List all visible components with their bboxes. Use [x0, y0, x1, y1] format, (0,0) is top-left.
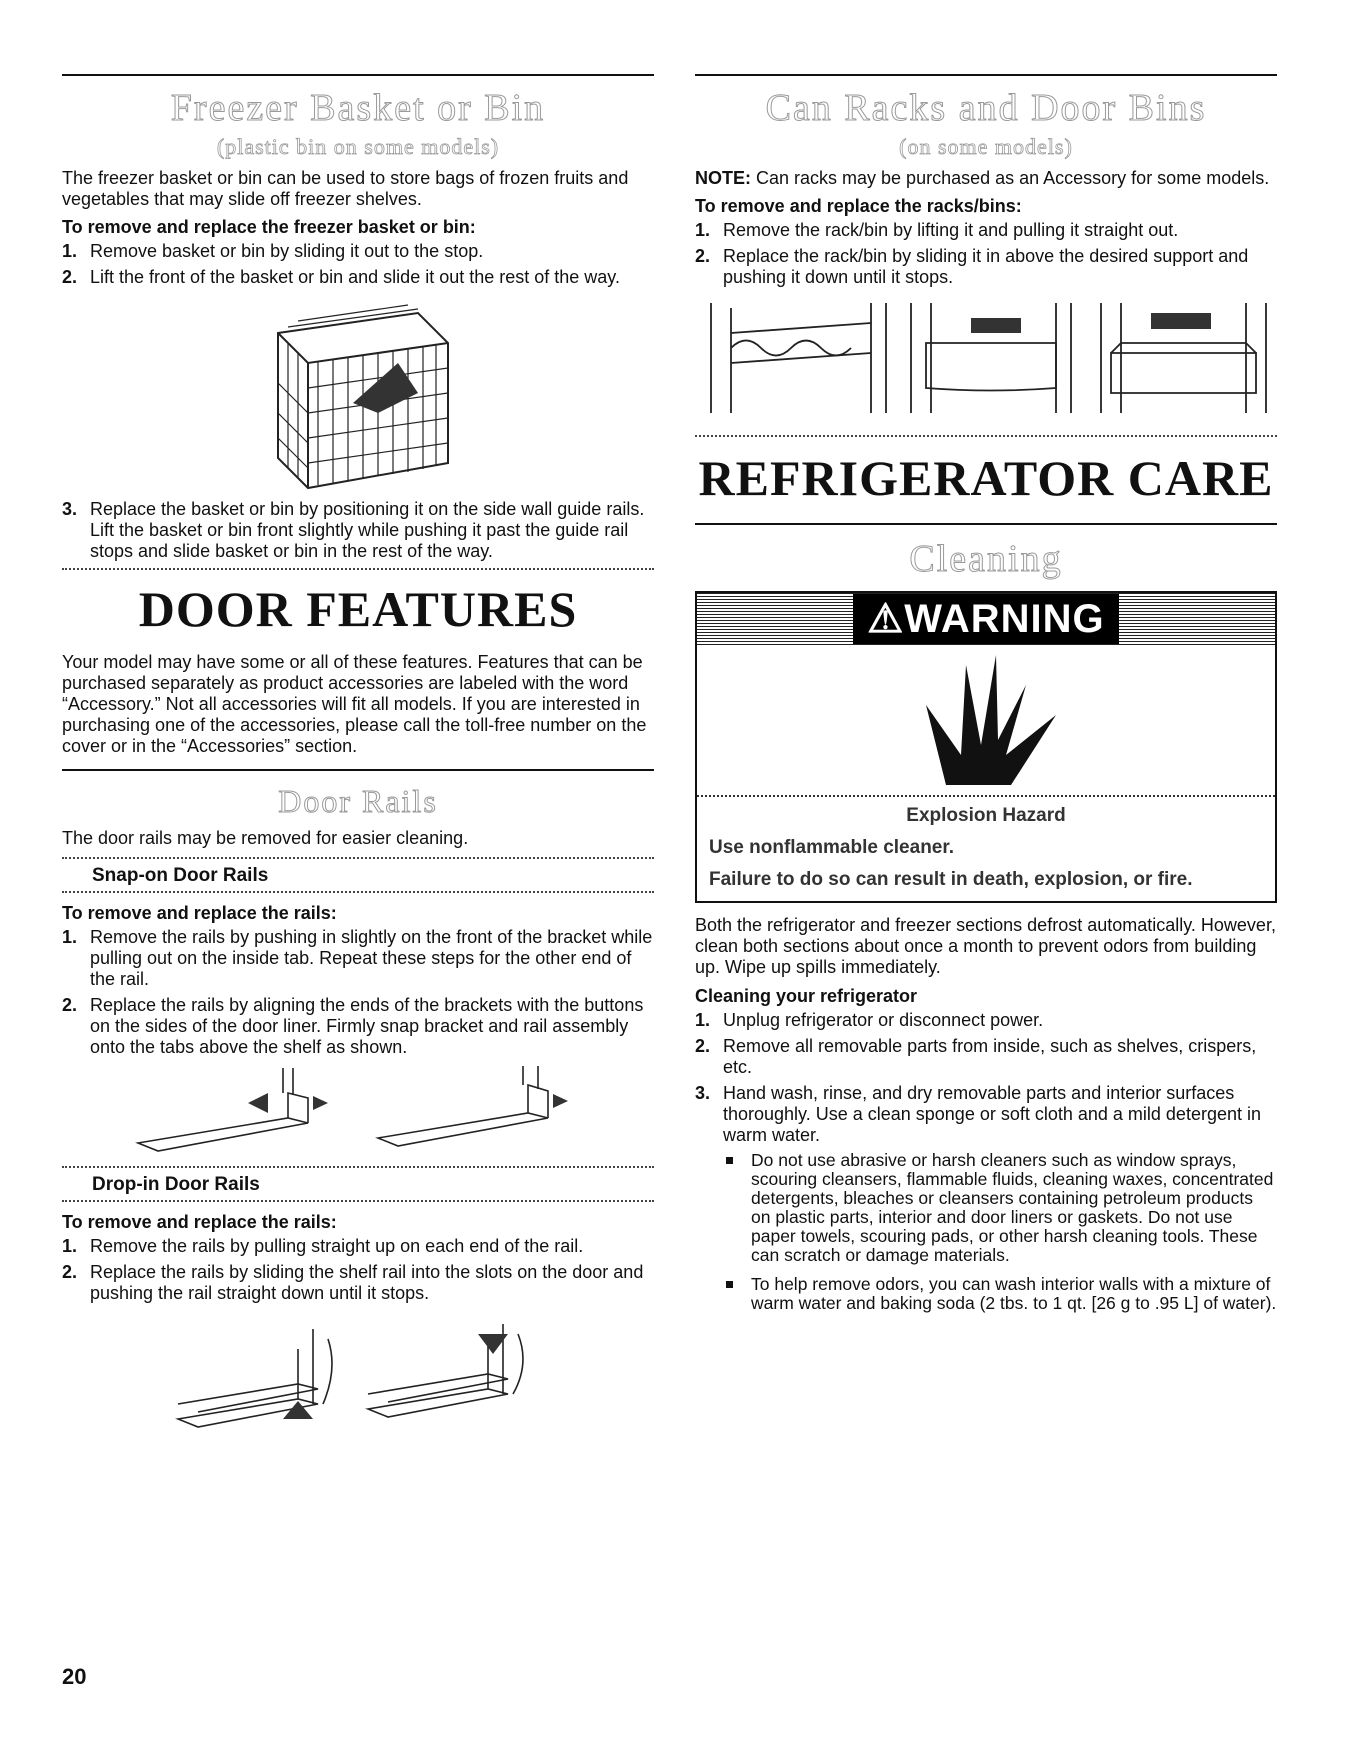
list-item: 2. Lift the front of the basket or bin and slide it out the rest of the way. — [62, 267, 620, 287]
hazard-title: Explosion Hazard — [906, 805, 1066, 826]
list-item: 1. Remove the rails by pushing in slightly on the front of the bracket while pulling out on the inside tab. Repeat these steps for the other end of the rail. — [62, 927, 653, 989]
can-racks-title: Can Racks and Door Bins — [765, 87, 1207, 129]
list-item: To help remove odors, you can wash interior walls with a mixture of warm water and baking soda (2 tbs. to 1 qt. [26 g to .95 L] of water). — [695, 1275, 1277, 1313]
door-rails-title: Door Rails — [278, 783, 438, 819]
list-item: Do not use abrasive or harsh cleaners such as window sprays, scouring cleansers, flammable fluids, cleaning waxes, concentrated detergents, bleaches or cleansers containing petroleum products on plastic parts, interior and door liners or gaskets. Do not use paper towels, scouring pads, or other harsh cleaning tools. These can scratch or damage materials. — [695, 1151, 1277, 1265]
hazard-line-1: Use nonflammable cleaner. — [709, 837, 954, 858]
list-item: 3. Replace the basket or bin by positioning it on the side wall guide rails. Lift the basket or bin front slightly while pushing it past the guide rail stops and slide basket or bin in the rest of the way. — [62, 499, 645, 561]
warning-header — [697, 593, 1275, 645]
drop-in-rails-steps — [62, 1236, 654, 1304]
list-item: 1. Unplug refrigerator or disconnect power. — [695, 1010, 1044, 1030]
snap-on-rails-title: Snap-on Door Rails — [92, 865, 269, 886]
can-racks-illustration — [701, 293, 1271, 423]
drop-in-rails-illustration — [158, 1309, 558, 1439]
cleaning-steps — [695, 1010, 1277, 1146]
list-item: 1. Remove basket or bin by sliding it out to the stop. — [62, 241, 484, 261]
can-racks-heading: To remove and replace the racks/bins: — [695, 196, 1022, 216]
right-column — [695, 74, 1277, 1323]
snap-on-rails-steps — [62, 927, 654, 1058]
can-racks-note: NOTE: Can racks may be purchased as an Accessory for some models. — [695, 168, 1270, 188]
freezer-basket-title: Freezer Basket or Bin — [170, 87, 546, 129]
refrigerator-care-title: REFRIGERATOR CARE — [698, 450, 1274, 506]
page-number: 20 — [62, 1664, 87, 1689]
dotted-divider — [695, 435, 1277, 437]
list-item: 1. Remove the rails by pulling straight up on each end of the rail. — [62, 1236, 584, 1256]
snap-on-rails-illustration — [128, 1063, 588, 1158]
cleaning-intro: Both the refrigerator and freezer sections defrost automatically. However, clean both sections about once a month to prevent odors from building up. Wipe up spills immediately. — [695, 915, 1276, 977]
door-features-intro: Your model may have some or all of these features. Features that can be purchased separately as product accessories are labeled with the word “Accessory.” Not all accessories will fit all models. If you are interested in purchasing one of the accessories, please call the toll-free number on the cover or in the “Accessories” section. — [62, 652, 647, 756]
list-item: 1. Remove the rack/bin by lifting it and pulling it straight out. — [695, 220, 1179, 240]
dotted-divider — [697, 795, 1275, 797]
section-rule — [62, 769, 654, 771]
list-item: 2. Remove all removable parts from inside, such as shelves, crispers, etc. — [695, 1036, 1257, 1077]
section-rule — [695, 523, 1277, 525]
dotted-divider — [62, 568, 654, 570]
cleaning-bullets — [695, 1151, 1277, 1313]
can-racks-subtitle: (on some models) — [899, 134, 1073, 159]
hazard-line-2: Failure to do so can result in death, explosion, or fire. — [709, 869, 1193, 890]
list-item: 2. Replace the rack/bin by sliding it in above the desired support and pushing it down until it stops. — [695, 246, 1249, 287]
section-rule — [62, 74, 654, 76]
list-item: 3. Hand wash, rinse, and dry removable parts and interior surfaces thoroughly. Use a clean sponge or soft cloth and a mild detergent in warm water. — [695, 1083, 1261, 1145]
dotted-divider — [62, 891, 654, 893]
freezer-basket-heading: To remove and replace the freezer basket or bin: — [62, 217, 476, 237]
drop-in-rails-title: Drop-in Door Rails — [92, 1174, 260, 1195]
warning-label: ⚠WARNING — [853, 594, 1118, 644]
warning-box — [695, 591, 1277, 903]
freezer-basket-intro: The freezer basket or bin can be used to store bags of frozen fruits and vegetables that may slide off freezer shelves. — [62, 168, 629, 209]
list-item: 2. Replace the rails by sliding the shelf rail into the slots on the door and pushing the rail straight down until it stops. — [62, 1262, 644, 1303]
snap-on-rails-heading: To remove and replace the rails: — [62, 903, 337, 923]
section-rule — [695, 74, 1277, 76]
can-racks-steps — [695, 220, 1277, 288]
list-item: 2. Replace the rails by aligning the ends of the brackets with the buttons on the sides of the door liner. Firmly snap bracket and rail assembly onto the tabs above the shelf as shown. — [62, 995, 644, 1057]
left-column — [62, 74, 654, 1439]
freezer-basket-steps — [62, 241, 654, 288]
freezer-basket-steps-cont — [62, 499, 654, 562]
dotted-divider — [62, 1200, 654, 1202]
door-rails-intro: The door rails may be removed for easier cleaning. — [62, 828, 469, 848]
cleaning-heading: Cleaning your refrigerator — [695, 986, 918, 1006]
door-features-title: DOOR FEATURES — [138, 581, 578, 637]
freezer-basket-subtitle: (plastic bin on some models) — [216, 134, 500, 159]
warning-triangle-icon: ⚠ — [867, 597, 905, 641]
freezer-basket-illustration — [258, 293, 458, 493]
cleaning-title: Cleaning — [909, 538, 1063, 580]
drop-in-rails-heading: To remove and replace the rails: — [62, 1212, 337, 1232]
explosion-icon — [886, 645, 1086, 795]
